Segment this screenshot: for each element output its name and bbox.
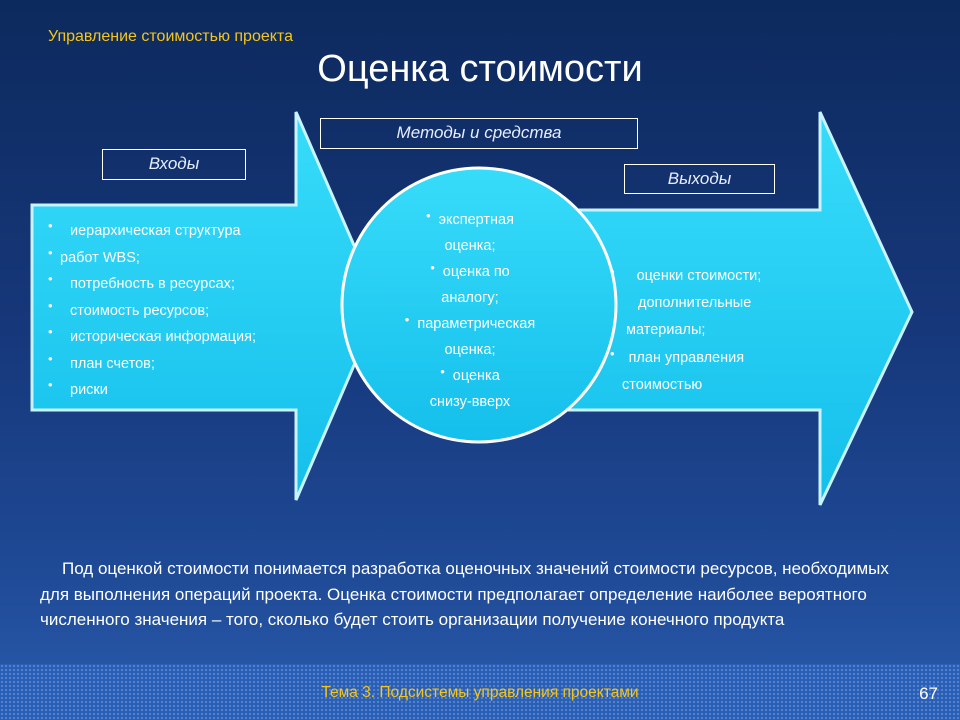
list-item: • риски [44, 377, 324, 404]
list-item: • параметрическая [404, 312, 536, 332]
list-item: оценка; [444, 341, 496, 358]
list-item: • экспертная [426, 208, 514, 228]
list-item: • стоимость ресурсов; [44, 298, 324, 325]
list-item: • оценка по [430, 260, 510, 280]
outputs-list [606, 262, 826, 399]
list-item: • иерархическая структура [44, 218, 324, 245]
footer-topic: Тема 3. Подсистемы управления проектами [321, 684, 639, 701]
list-item: • оценки стоимости; [610, 264, 762, 284]
list-item: аналогу; [441, 289, 499, 306]
list-item: • план счетов; [44, 351, 324, 378]
list-item: • работ WBS; [44, 245, 324, 272]
methods-label: Методы и средства [320, 118, 638, 149]
slide-title: Оценка стоимости [317, 48, 643, 90]
page-number: 67 [919, 684, 938, 703]
list-item: дополнительные [638, 295, 752, 311]
list-item: снизу-вверх [429, 393, 511, 410]
definition-paragraph: Под оценкой стоимости понимается разработка оценочных значений стоимости ресурсов, необходимых для выполнения операций проекта. Оценка стоимости предполагает определение наиболее вероятного численного значения – того, сколько будет стоить организации получение конечного продукта [40, 559, 889, 629]
inputs-list [44, 218, 324, 404]
list-item: оценка; [444, 237, 496, 254]
methods-list [370, 207, 570, 415]
outputs-label: Выходы [624, 164, 775, 194]
list-item: стоимостью [622, 377, 703, 393]
list-item: • историческая информация; [44, 324, 324, 351]
list-item: • план управления [610, 346, 745, 366]
slide-subtitle: Управление стоимостью проекта [48, 28, 293, 45]
inputs-label: Входы [102, 149, 246, 180]
list-item: • оценка [440, 364, 500, 384]
list-item: • потребность в ресурсах; [44, 271, 324, 298]
list-item: материалы; [626, 322, 706, 338]
